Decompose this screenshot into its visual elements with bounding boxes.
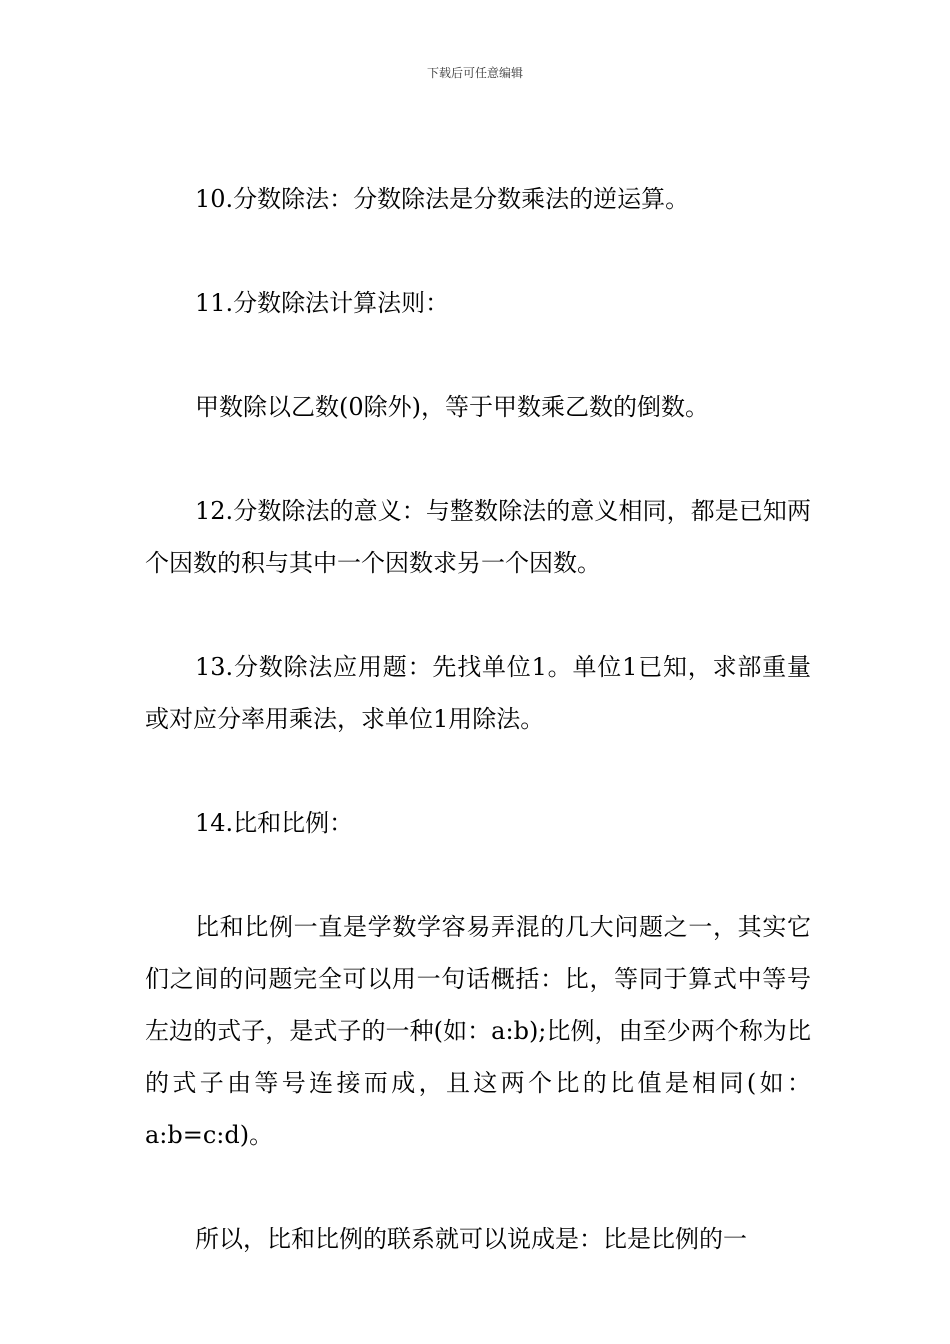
- paragraph-division-rule: 甲数除以乙数(0除外)，等于甲数乘乙数的倒数。: [195, 393, 709, 421]
- page-header: 下载后可任意编辑: [426, 66, 523, 80]
- paragraph-division-word-problems: 13.分数除法应用题：先找单位1。单位1已知，求部重量或对应分率用乘法，求单位1用除法。: [145, 653, 811, 733]
- paragraph-division-rule-heading: 11.分数除法计算法则：: [195, 289, 450, 317]
- paragraph-ratio-heading: 14.比和比例：: [195, 809, 354, 837]
- paragraph-ratio-explanation: 比和比例一直是学数学容易弄混的几大问题之一，其实它们之间的问题完全可以用一句话概括：比，等同于算式中等号左边的式子，是式子的一种(如：a:b);比例，由至少两个称为比的式子由等号连接而成，且这两个比的比值是相同(如：a:b=c:d)。: [145, 913, 811, 1149]
- paragraph-ratio-relation: 所以，比和比例的联系就可以说成是：比是比例的一: [195, 1225, 747, 1253]
- document-body: [145, 173, 811, 1317]
- paragraph-fraction-division: 10.分数除法：分数除法是分数乘法的逆运算。: [195, 185, 690, 213]
- paragraph-division-meaning: 12.分数除法的意义：与整数除法的意义相同，都是已知两个因数的积与其中一个因数求另一个因数。: [145, 497, 811, 577]
